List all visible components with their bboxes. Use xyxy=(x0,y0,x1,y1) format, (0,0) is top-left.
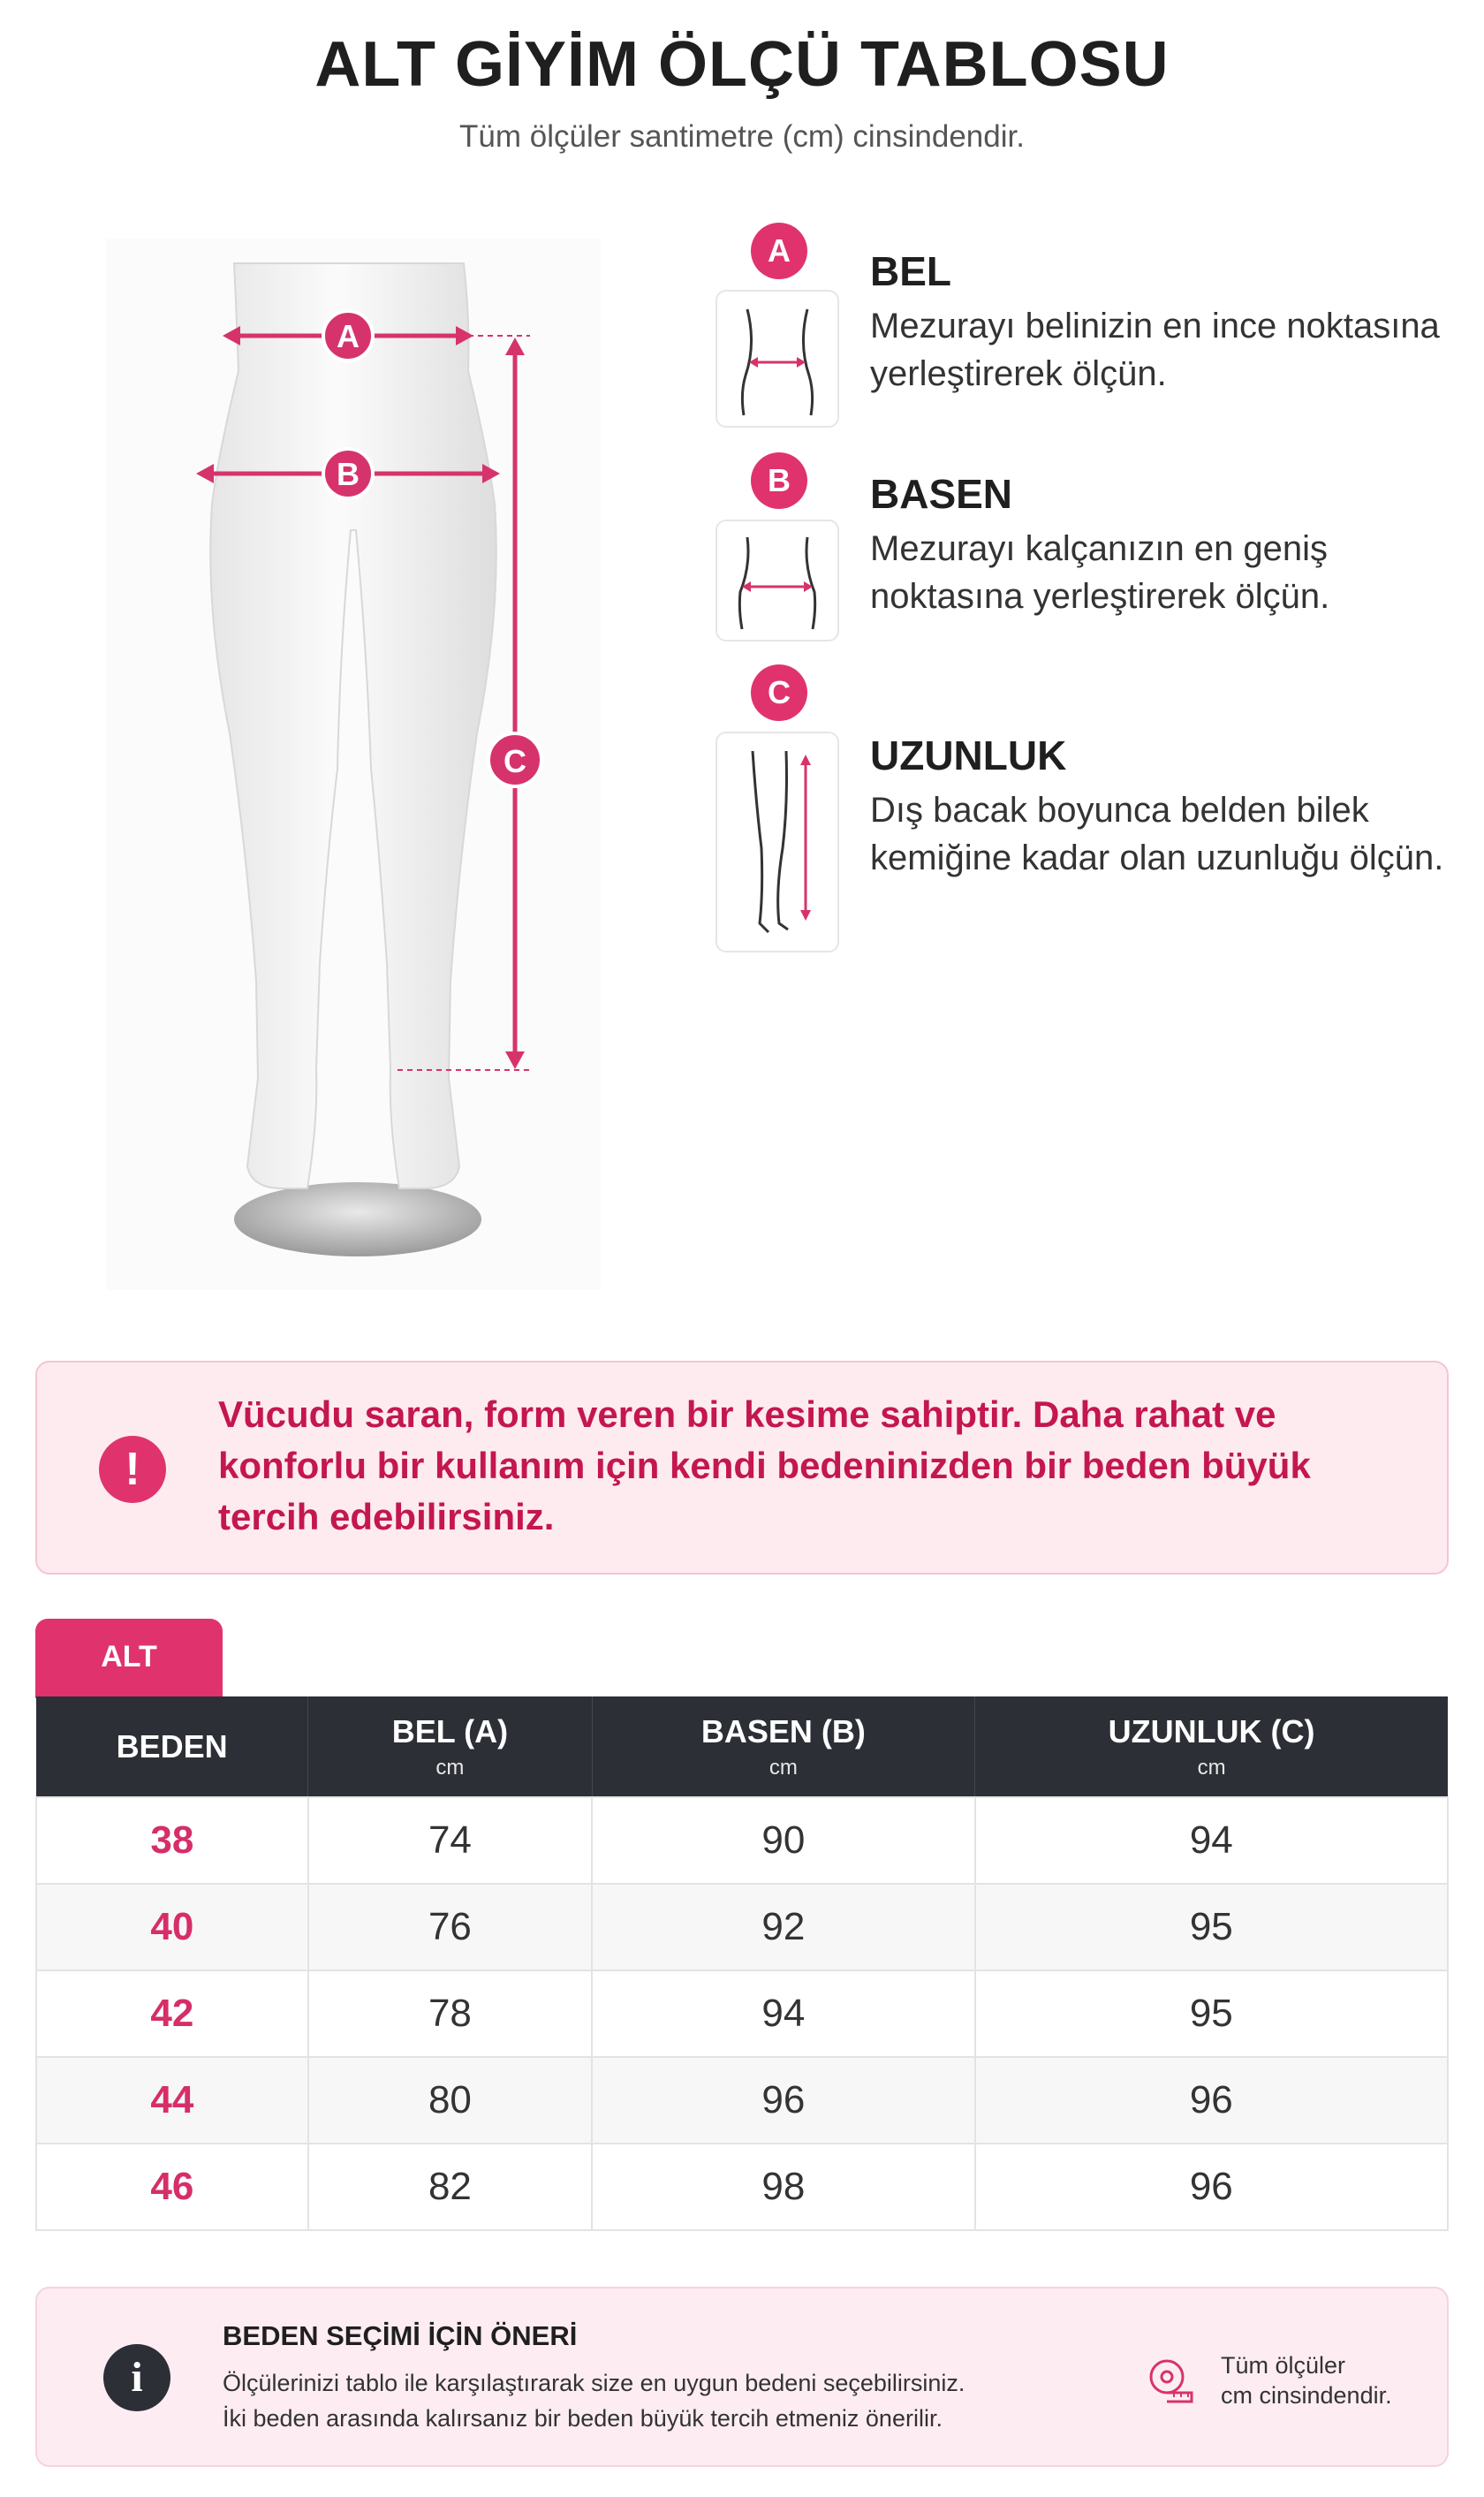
waist-cell: 74 xyxy=(308,1797,593,1884)
mannequin-illustration xyxy=(106,239,601,1290)
hip-cell: 92 xyxy=(592,1884,974,1970)
waist-cell: 82 xyxy=(308,2144,593,2230)
size-cell: 42 xyxy=(36,1970,308,2057)
exclamation-icon: ! xyxy=(99,1436,166,1503)
size-advice-line: Ölçülerinizi tablo ile karşılaştırarak size en uygun bedeni seçebilirsiniz. xyxy=(223,2370,965,2396)
badge-b: B xyxy=(751,452,807,509)
fit-notice-text: Vücudu saran, form veren bir kesime sahiptir. Daha rahat ve konforlu bir kullanım için kendi bedeninizden bir beden büyük tercih edebilirsiniz. xyxy=(218,1393,1311,1537)
measurement-title: BASEN xyxy=(870,471,1013,517)
column-header-length: UZUNLUK (C) cm xyxy=(975,1696,1448,1797)
hip-icon xyxy=(716,520,839,641)
measurement-description: Mezurayı belinizin en ince noktasına yerleştirerek ölçün. xyxy=(870,307,1440,393)
table-row xyxy=(36,2057,1448,2144)
measuring-tape-icon xyxy=(1146,2356,1195,2405)
waist-cell: 78 xyxy=(308,1970,593,2057)
column-header-waist: BEL (A) cm xyxy=(308,1696,593,1797)
tab-alt[interactable]: ALT xyxy=(35,1619,223,1698)
svg-text:A: A xyxy=(337,318,360,354)
measurement-length xyxy=(716,664,1475,956)
mannequin-stand xyxy=(234,1182,481,1256)
hip-cell: 90 xyxy=(592,1797,974,1884)
measurement-description: Dış bacak boyunca belden bilek kemiğine kadar olan uzunluğu ölçün. xyxy=(870,791,1444,877)
length-cell: 96 xyxy=(975,2057,1448,2144)
waist-cell: 76 xyxy=(308,1884,593,1970)
page-subtitle: Tüm ölçüler santimetre (cm) cinsindendir. xyxy=(459,119,1025,154)
table-row xyxy=(36,1797,1448,1884)
size-cell: 46 xyxy=(36,2144,308,2230)
hip-cell: 96 xyxy=(592,2057,974,2144)
size-cell: 38 xyxy=(36,1797,308,1884)
units-note: Tüm ölçüler cm cinsindendir. xyxy=(1221,2352,1392,2409)
svg-text:B: B xyxy=(337,456,360,492)
hip-cell: 98 xyxy=(592,2144,974,2230)
length-cell: 94 xyxy=(975,1797,1448,1884)
size-table xyxy=(35,1696,1449,2231)
measurement-description: Mezurayı kalçanızın en geniş noktasına yerleştirerek ölçün. xyxy=(870,529,1330,616)
size-advice-line: İki beden arasında kalırsanız bir beden büyük tercih etmeniz önerilir. xyxy=(223,2405,943,2432)
marker-a xyxy=(323,311,373,361)
length-cell: 96 xyxy=(975,2144,1448,2230)
column-header-hip: BASEN (B) cm xyxy=(592,1696,974,1797)
table-row xyxy=(36,1884,1448,1970)
fit-notice xyxy=(35,1361,1449,1575)
waist-cell: 80 xyxy=(308,2057,593,2144)
size-cell: 44 xyxy=(36,2057,308,2144)
column-header-size: BEDEN xyxy=(36,1696,308,1797)
marker-c xyxy=(488,733,541,786)
page-title: ALT GİYİM ÖLÇÜ TABLOSU xyxy=(314,29,1170,100)
length-cell: 95 xyxy=(975,1884,1448,1970)
hip-cell: 94 xyxy=(592,1970,974,2057)
size-cell: 40 xyxy=(36,1884,308,1970)
table-row xyxy=(36,2144,1448,2230)
measurement-title: BEL xyxy=(870,248,951,294)
length-cell: 95 xyxy=(975,1970,1448,2057)
measurement-waist xyxy=(716,223,1475,435)
svg-text:C: C xyxy=(504,743,526,779)
badge-a: A xyxy=(751,223,807,279)
leg-length-icon xyxy=(716,732,839,953)
table-header-row xyxy=(36,1696,1448,1797)
measurement-title: UZUNLUK xyxy=(870,732,1067,778)
table-row xyxy=(36,1970,1448,2057)
size-advice-box xyxy=(35,2287,1449,2467)
measurement-hip xyxy=(716,452,1475,647)
badge-c: C xyxy=(751,664,807,721)
waist-icon xyxy=(716,290,839,428)
info-icon: i xyxy=(103,2344,170,2411)
size-advice-title: BEDEN SEÇİMİ İÇİN ÖNERİ xyxy=(223,2320,578,2351)
marker-b xyxy=(323,449,373,498)
